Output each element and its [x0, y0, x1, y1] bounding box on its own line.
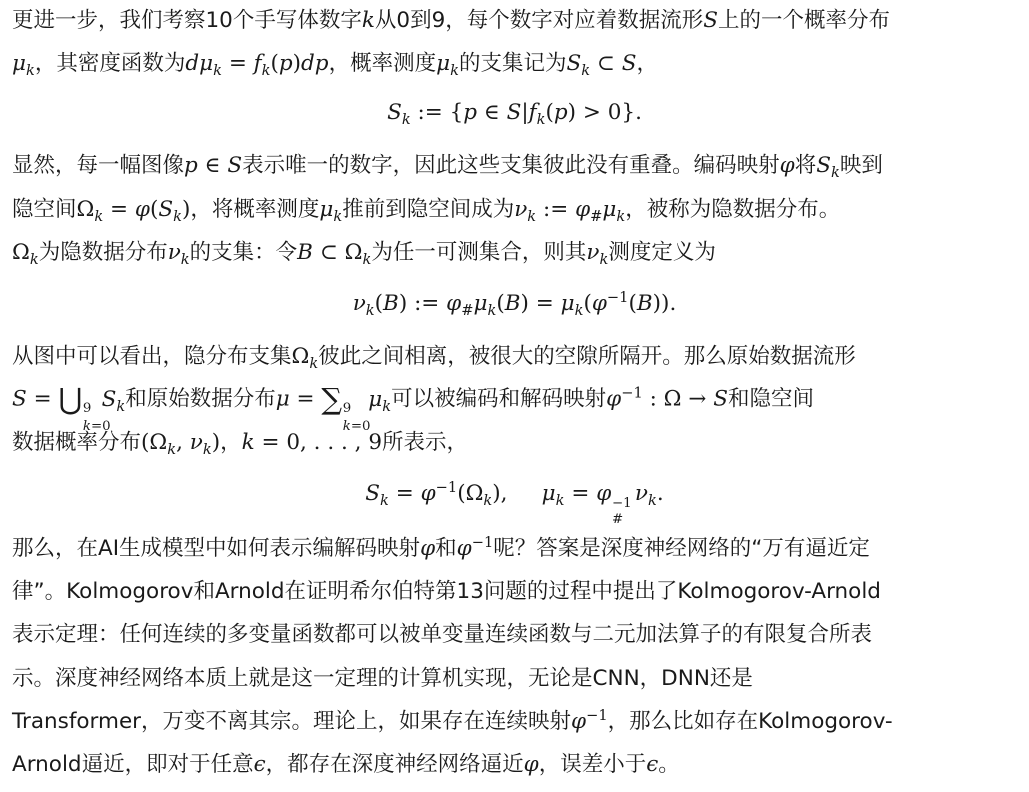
equation-support-definition: $S_k$ := {p ∈ $S|f_k(p) > 0$}.	[387, 100, 642, 129]
text-line-14: Arnold逼近，即对于任意ϵ，都存在深度神经网络逼近φ，误差小于ϵ。	[12, 752, 680, 777]
equation-decoder-relations: $S_k = \varphi^{-1}(\Omega_k)$, $\mu_k = \varphi$ −1 # $\nu_k$.	[365, 478, 664, 527]
text-line-13: Transformer，万变不离其宗。理论上，如果存在连续映射$\varphi^{-1}$，那么比如存在Kolmogorov-	[12, 706, 893, 734]
text-line-4: 隐空间$\Omega_k = \varphi(S_k)$，将概率测度$\mu_k$推前到隐空间成为$\nu_k$ := $\varphi_{\#}\mu_k$，被称为隐数据分布。	[12, 197, 841, 226]
text-line-1: 更进一步，我们考察10个手写体数字k从0到9，每个数字对应着数据流形S上的一个概率分布	[12, 8, 891, 33]
text-line-6: 从图中可以看出，隐分布支集$\Omega_k$彼此之间相离，被很大的空隙所隔开。那么原始数据流形	[12, 344, 856, 373]
text-line-9: 那么，在AI生成模型中如何表示编解码映射φ和$\varphi^{-1}$呢？答案是深度神经网络的“万有逼近定	[12, 533, 870, 561]
text-line-10: 律”。Kolmogorov和Arnold在证明希尔伯特第13问题的过程中提出了Kolmogorov-Arnold	[12, 579, 881, 604]
text-line-8: 数据概率分布($\Omega_k$, $\nu_k$)，k = 0, . . . , 9所表示，	[12, 430, 469, 459]
equation-pushforward-measure: $\nu_k(B)$ := $\varphi_{\#}\mu_k(B) = \mu_k(\varphi^{-1}(B))$.	[352, 288, 677, 320]
text-line-7: S = ⋃ 9 k=0 $S_k$和原始数据分布μ = ∑ 9 k=0 $\mu_k$可以被编码和解码映射$\varphi^{-1}$ : Ω → S和隐空间	[12, 382, 814, 434]
text-line-11: 表示定理：任何连续的多变量函数都可以被单变量连续函数与二元加法算子的有限复合所表	[12, 622, 873, 647]
text-line-5: $\Omega_k$为隐数据分布$\nu_k$的支集：令B ⊂ $\Omega_k$为任一可测集合，则其$\nu_k$测度定义为	[12, 240, 716, 269]
text-line-12: 示。深度神经网络本质上就是这一定理的计算机实现，无论是CNN，DNN还是	[12, 666, 753, 691]
text-line-2: $\mu_k$，其密度函数为$d\mu_k = f_k(p)dp$，概率测度$\mu_k$的支集记为$S_k$ ⊂ S，	[12, 51, 658, 80]
text-line-3: 显然，每一幅图像p ∈ S表示唯一的数字，因此这些支集彼此没有重叠。编码映射φ将$S_k$映到	[12, 153, 883, 182]
